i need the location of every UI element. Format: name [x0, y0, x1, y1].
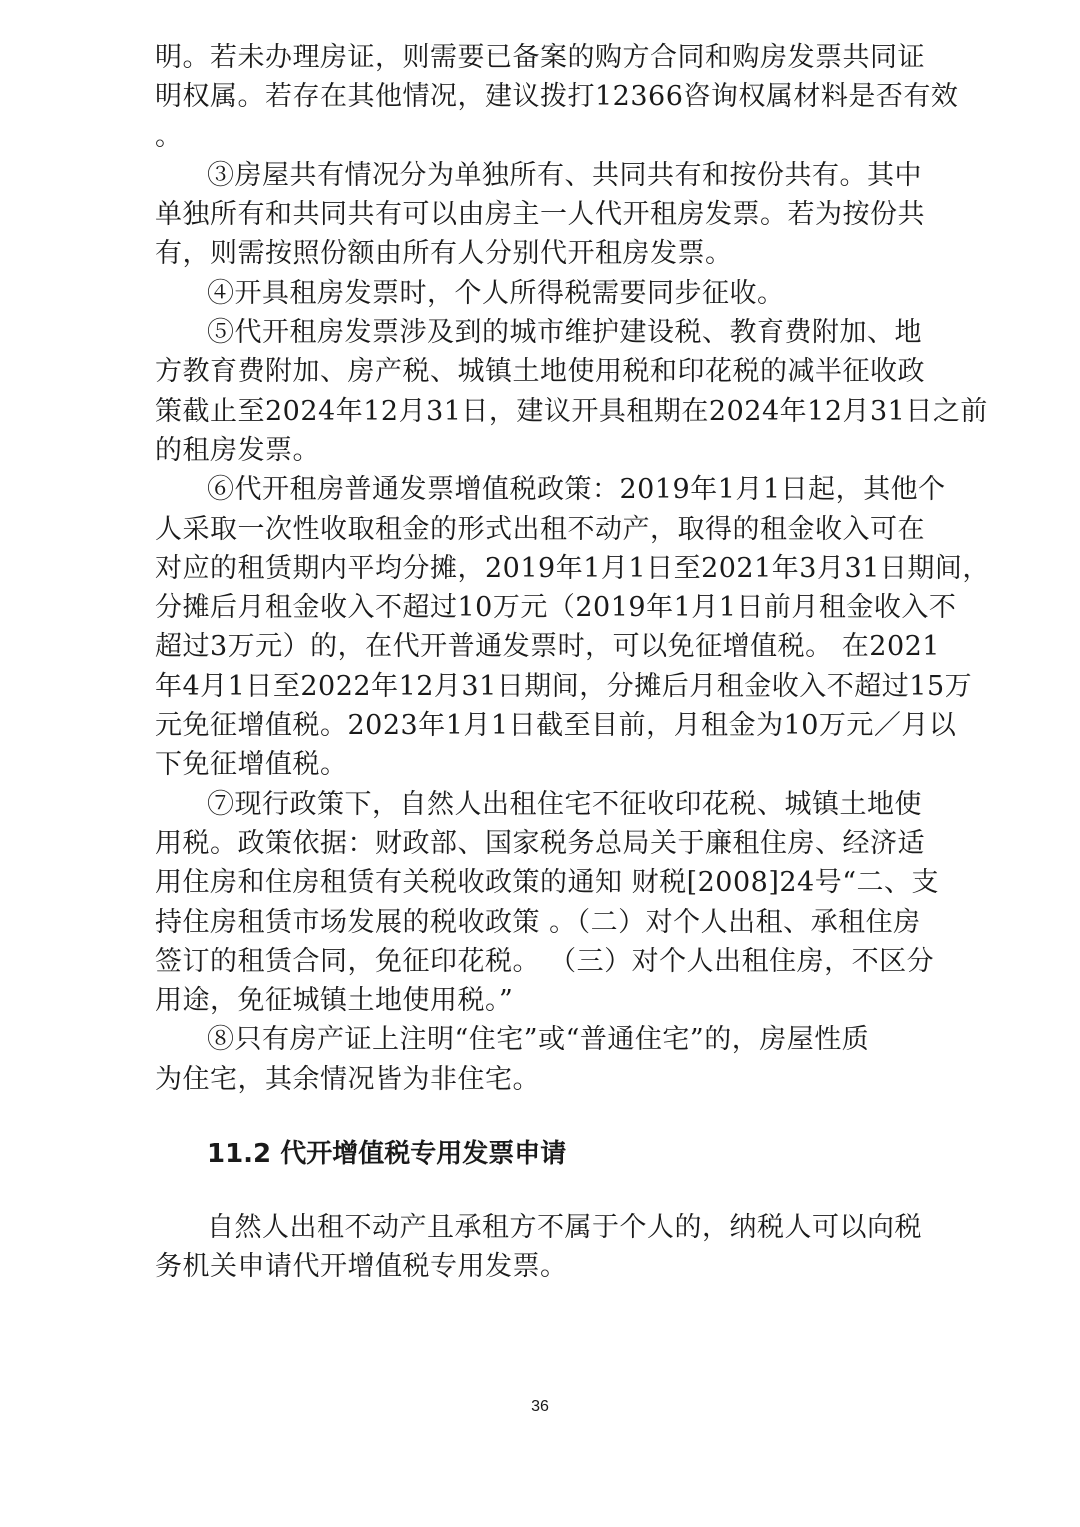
text-line: 单独所有和共同共有可以由房主一人代开租房发票。若为按份共: [155, 199, 925, 231]
text-line: 有，则需按照份额由所有人分别代开租房发票。: [155, 238, 733, 270]
page-number: 36: [531, 1398, 549, 1415]
text-line: 用途，免征城镇土地使用税。”: [155, 985, 514, 1017]
paragraph-6-start: ⑥代开租房普通发票增值税政策：2019年1月1日起，其他个: [207, 474, 946, 506]
text-line: 。: [155, 120, 183, 152]
text-line: 明权属。若存在其他情况，建议拨打12366咨询权属材料是否有效: [155, 81, 959, 113]
text-line: 超过3万元）的，在代开普通发票时，可以免征增值税。 在2021: [155, 631, 940, 663]
body-text: [155, 38, 990, 1099]
text-line: 用住房和住房租赁有关税收政策的通知 财税[2008]24号“二、支: [155, 867, 940, 899]
text-line: 策截止至2024年12月31日，建议开具租期在2024年12月31日之前: [155, 395, 988, 427]
text-line: 为住宅，其余情况皆为非住宅。: [155, 1063, 540, 1095]
text-line: 分摊后月租金收入不超过10万元（2019年1月1日前月租金收入不: [155, 592, 957, 624]
text-line: 的租房发票。: [155, 434, 320, 466]
text-line: 人采取一次性收取租金的形式出租不动产，取得的租金收入可在: [155, 513, 925, 545]
paragraph-5-start: ⑤代开租房发票涉及到的城市维护建设税、教育费附加、地: [207, 317, 922, 349]
section-heading: 11.2 代开增值税专用发票申请: [207, 1139, 567, 1169]
text-line: 自然人出租不动产且承租方不属于个人的，纳税人可以向税: [207, 1212, 922, 1243]
paragraph-4: ④开具租房发票时，个人所得税需要同步征收。: [207, 277, 785, 309]
text-line: 明。若未办理房证，则需要已备案的购方合同和购房发票共同证: [155, 42, 925, 73]
text-line: 持住房租赁市场发展的税收政策 。（二）对个人出租、承租住房: [155, 906, 921, 938]
paragraph-7-start: ⑦现行政策下，自然人出租住宅不征收印花税、城镇土地使: [207, 788, 922, 820]
text-line: 方教育费附加、房产税、城镇土地使用税和印花税的减半征收政: [155, 356, 925, 388]
closing-paragraph: [155, 1208, 925, 1287]
paragraph-3-start: ③房屋共有情况分为单独所有、共同共有和按份共有。其中: [207, 159, 922, 191]
text-line: 下免征增值税。: [155, 749, 348, 781]
text-line: 元免征增值税。2023年1月1日截至目前，月租金为10万元／月以: [155, 710, 957, 742]
text-line: 务机关申请代开增值税专用发票。: [155, 1251, 568, 1283]
text-line: 用税。政策依据：财政部、国家税务总局关于廉租住房、经济适: [155, 827, 925, 859]
text-line: 对应的租赁期内平均分摊，2019年1月1日至2021年3月31日期间，: [155, 552, 990, 584]
text-line: 签订的租赁合同，免征印花税。 （三）对个人出租住房，不区分: [155, 945, 935, 977]
paragraph-8-start: ⑧只有房产证上注明“住宅”或“普通住宅”的，房屋性质: [207, 1024, 870, 1056]
text-line: 年4月1日至2022年12月31日期间，分摊后月租金收入不超过15万: [155, 670, 973, 702]
